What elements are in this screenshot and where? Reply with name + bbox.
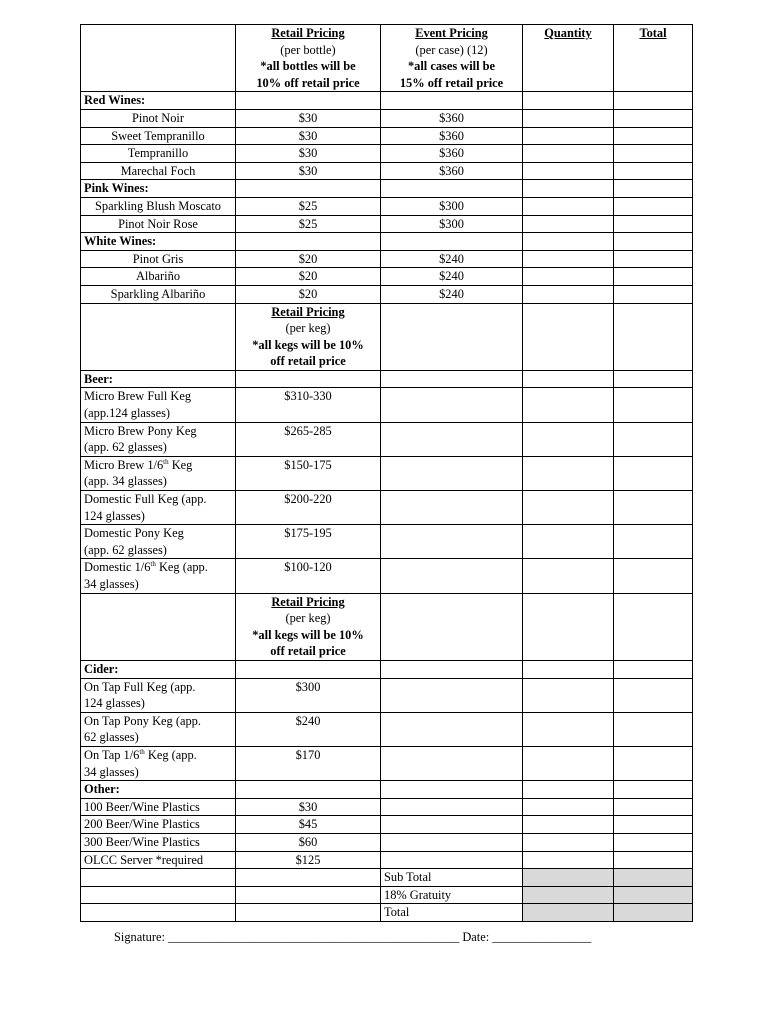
blank-cell (81, 25, 236, 92)
table-row (81, 798, 693, 816)
item-name: Domestic Pony Keg (app. 62 glasses) (81, 525, 236, 559)
total-cell[interactable] (614, 491, 693, 525)
item-name: Tempranillo (81, 145, 236, 163)
table-row (81, 559, 693, 593)
gratuity-value-cell[interactable] (614, 886, 693, 904)
event-price: $300 (381, 215, 523, 233)
item-name: On Tap Pony Keg (app. 62 glasses) (81, 712, 236, 746)
table-row (81, 109, 693, 127)
total-cell[interactable] (614, 456, 693, 490)
quantity-cell[interactable] (523, 833, 614, 851)
total-cell[interactable] (614, 781, 693, 799)
item-name: Sparkling Blush Moscato (81, 197, 236, 215)
section-row (81, 233, 693, 251)
quantity-cell[interactable] (523, 127, 614, 145)
retail-price: $20 (236, 285, 381, 303)
table-row (81, 678, 693, 712)
total-cell[interactable] (614, 92, 693, 110)
item-name: Domestic 1/6th Keg (app. 34 glasses) (81, 559, 236, 593)
quantity-cell[interactable] (523, 250, 614, 268)
table-row (81, 422, 693, 456)
quantity-cell[interactable] (523, 197, 614, 215)
total-cell[interactable] (614, 816, 693, 834)
total-cell[interactable] (614, 388, 693, 422)
quantity-cell[interactable] (523, 215, 614, 233)
item-name: Sparkling Albariño (81, 285, 236, 303)
item-price: $45 (236, 816, 381, 834)
quantity-cell[interactable] (523, 816, 614, 834)
item-name: Marechal Foch (81, 162, 236, 180)
item-price: $125 (236, 851, 381, 869)
item-name: 200 Beer/Wine Plastics (81, 816, 236, 834)
event-price: $360 (381, 109, 523, 127)
signature-label: Signature: (114, 930, 169, 944)
section-label-other: Other: (81, 781, 236, 799)
event-price: $240 (381, 268, 523, 286)
keg-price: $200-220 (236, 491, 381, 525)
signature-field[interactable]: _______________________________________________ (168, 930, 460, 944)
total-cell[interactable] (614, 145, 693, 163)
section-row (81, 92, 693, 110)
quantity-cell[interactable] (523, 678, 614, 712)
keg-price: $175-195 (236, 525, 381, 559)
table-row (81, 268, 693, 286)
retail-price: $30 (236, 145, 381, 163)
keg-pricing-header-row (81, 303, 693, 370)
item-name: Albariño (81, 268, 236, 286)
quantity-cell[interactable] (523, 162, 614, 180)
quantity-cell[interactable] (523, 559, 614, 593)
total-cell[interactable] (614, 712, 693, 746)
total-cell[interactable] (614, 109, 693, 127)
quantity-cell[interactable] (523, 233, 614, 251)
event-price: $360 (381, 162, 523, 180)
event-discount-note-2: 15% off retail price (399, 75, 504, 90)
item-name: Micro Brew Full Keg (app.124 glasses) (81, 388, 236, 422)
keg-price: $265-285 (236, 422, 381, 456)
item-name: 100 Beer/Wine Plastics (81, 798, 236, 816)
total-cell[interactable] (614, 746, 693, 780)
keg-price: $300 (236, 678, 381, 712)
table-row (81, 833, 693, 851)
total-cell[interactable] (614, 285, 693, 303)
section-label-beer: Beer: (81, 370, 236, 388)
event-price: $360 (381, 145, 523, 163)
retail-price: $30 (236, 109, 381, 127)
event-pricing-unit: (per case) (12) (415, 42, 488, 57)
retail-price: $20 (236, 250, 381, 268)
table-row (81, 456, 693, 490)
keg-pricing-header: Retail Pricing (per keg) *all kegs will be 10% off retail price (236, 303, 381, 370)
keg-pricing-header-row (81, 593, 693, 660)
header-row (81, 25, 693, 92)
quantity-cell[interactable] (523, 92, 614, 110)
event-price: $360 (381, 127, 523, 145)
event-pricing-header (381, 25, 523, 92)
table-row (81, 162, 693, 180)
table-row (81, 712, 693, 746)
subtotal-quantity-cell[interactable] (523, 869, 614, 887)
keg-price: $170 (236, 746, 381, 780)
table-row (81, 285, 693, 303)
grand-total-row (81, 904, 693, 922)
quantity-cell[interactable] (523, 798, 614, 816)
quantity-cell[interactable] (523, 781, 614, 799)
subtotal-value-cell[interactable] (614, 869, 693, 887)
retail-price: $30 (236, 162, 381, 180)
item-name: Micro Brew 1/6th Keg (app. 34 glasses) (81, 456, 236, 490)
item-name: Pinot Gris (81, 250, 236, 268)
retail-discount-note-1: *all bottles will be (260, 59, 356, 74)
keg-pricing-header: Retail Pricing (per keg) *all kegs will be 10% off retail price (236, 593, 381, 660)
event-price: $240 (381, 250, 523, 268)
retail-discount-note-2: 10% off retail price (256, 75, 360, 90)
table-row (81, 127, 693, 145)
gratuity-row (81, 886, 693, 904)
total-cell[interactable] (614, 370, 693, 388)
pricing-order-form (80, 24, 693, 922)
section-row (81, 781, 693, 799)
table-row (81, 250, 693, 268)
keg-price: $240 (236, 712, 381, 746)
quantity-cell[interactable] (523, 180, 614, 198)
event-discount-note-1: *all cases will be (407, 59, 496, 74)
grand-total-label: Total (381, 904, 523, 922)
quantity-cell[interactable] (523, 491, 614, 525)
section-label-pink-wines: Pink Wines: (81, 180, 236, 198)
item-name: OLCC Server *required (81, 851, 236, 869)
total-cell[interactable] (614, 660, 693, 678)
event-price: $240 (381, 285, 523, 303)
quantity-cell[interactable] (523, 422, 614, 456)
grand-total-quantity-cell[interactable] (523, 904, 614, 922)
retail-price: $30 (236, 127, 381, 145)
signature-line (114, 930, 591, 945)
section-label-white-wines: White Wines: (81, 233, 236, 251)
total-cell[interactable] (614, 798, 693, 816)
quantity-cell[interactable] (523, 712, 614, 746)
quantity-cell[interactable] (523, 525, 614, 559)
total-cell[interactable] (614, 678, 693, 712)
retail-price: $20 (236, 268, 381, 286)
date-field[interactable]: ________________ (492, 930, 592, 944)
total-cell[interactable] (614, 559, 693, 593)
table-row (81, 388, 693, 422)
table-row (81, 851, 693, 869)
retail-pricing-title: Retail Pricing (271, 26, 345, 40)
retail-pricing-unit: (per bottle) (280, 42, 336, 57)
retail-price: $25 (236, 197, 381, 215)
total-cell[interactable] (614, 525, 693, 559)
date-label: Date: (459, 930, 493, 944)
retail-pricing-header (236, 25, 381, 92)
keg-price: $310-330 (236, 388, 381, 422)
total-cell[interactable] (614, 162, 693, 180)
item-price: $60 (236, 833, 381, 851)
total-cell[interactable] (614, 851, 693, 869)
quantity-cell[interactable] (523, 851, 614, 869)
quantity-header: Quantity (523, 25, 614, 92)
quantity-cell[interactable] (523, 746, 614, 780)
total-cell[interactable] (614, 833, 693, 851)
section-label-red-wines: Red Wines: (81, 92, 236, 110)
total-cell[interactable] (614, 233, 693, 251)
item-name: On Tap Full Keg (app. 124 glasses) (81, 678, 236, 712)
item-name: Sweet Tempranillo (81, 127, 236, 145)
item-name: On Tap 1/6th Keg (app. 34 glasses) (81, 746, 236, 780)
table-row (81, 197, 693, 215)
subtotal-row (81, 869, 693, 887)
quantity-cell[interactable] (523, 660, 614, 678)
quantity-cell[interactable] (523, 285, 614, 303)
item-name: Domestic Full Keg (app. 124 glasses) (81, 491, 236, 525)
quantity-cell[interactable] (523, 456, 614, 490)
total-cell[interactable] (614, 215, 693, 233)
total-cell[interactable] (614, 180, 693, 198)
table-row (81, 525, 693, 559)
table-row (81, 145, 693, 163)
total-cell[interactable] (614, 422, 693, 456)
total-header: Total (614, 25, 693, 92)
section-row (81, 660, 693, 678)
item-name: Micro Brew Pony Keg (app. 62 glasses) (81, 422, 236, 456)
item-price: $30 (236, 798, 381, 816)
section-row (81, 180, 693, 198)
quantity-cell[interactable] (523, 145, 614, 163)
retail-price: $25 (236, 215, 381, 233)
table-row (81, 746, 693, 780)
total-cell[interactable] (614, 268, 693, 286)
section-row (81, 370, 693, 388)
gratuity-quantity-cell[interactable] (523, 886, 614, 904)
quantity-cell[interactable] (523, 388, 614, 422)
gratuity-label: 18% Gratuity (381, 886, 523, 904)
table-row (81, 491, 693, 525)
item-name: 300 Beer/Wine Plastics (81, 833, 236, 851)
event-price: $300 (381, 197, 523, 215)
quantity-cell[interactable] (523, 109, 614, 127)
table-row (81, 215, 693, 233)
quantity-cell[interactable] (523, 268, 614, 286)
item-name: Pinot Noir (81, 109, 236, 127)
keg-price: $150-175 (236, 456, 381, 490)
total-cell[interactable] (614, 197, 693, 215)
total-cell[interactable] (614, 250, 693, 268)
quantity-cell[interactable] (523, 370, 614, 388)
event-pricing-title: Event Pricing (415, 26, 488, 40)
table-row (81, 816, 693, 834)
total-cell[interactable] (614, 127, 693, 145)
grand-total-value-cell[interactable] (614, 904, 693, 922)
section-label-cider: Cider: (81, 660, 236, 678)
subtotal-label: Sub Total (381, 869, 523, 887)
keg-price: $100-120 (236, 559, 381, 593)
item-name: Pinot Noir Rose (81, 215, 236, 233)
